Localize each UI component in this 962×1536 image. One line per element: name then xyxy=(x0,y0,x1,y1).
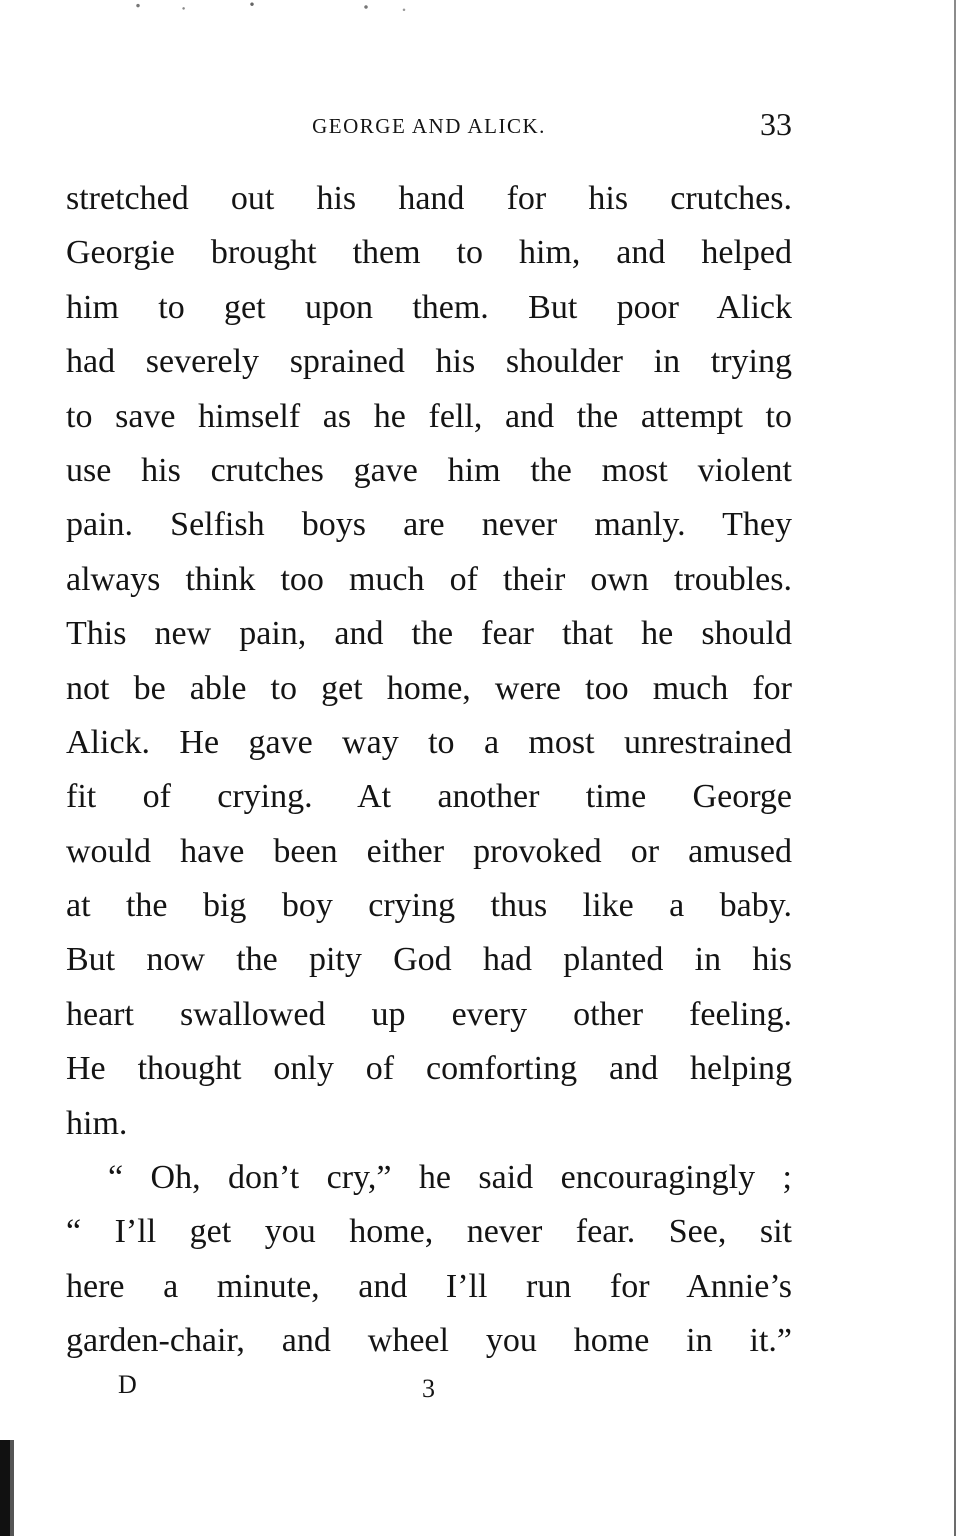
text-line: “ Oh, don’t cry,” he said encouragingly ; xyxy=(108,1159,792,1197)
signature-mark: D xyxy=(118,1370,137,1399)
text-line: him to get upon them. But poor Alick xyxy=(66,288,792,326)
text-line: him. xyxy=(66,1104,128,1142)
body-text xyxy=(66,172,792,1369)
text-line: always think too much of their own troubles. xyxy=(66,560,792,598)
text-line: heart swallowed up every other feeling. xyxy=(66,995,792,1033)
text-line: This new pain, and the fear that he should xyxy=(66,615,792,653)
text-line: He thought only of comforting and helping xyxy=(66,1050,792,1088)
text-line: fit of crying. At another time George xyxy=(66,778,792,816)
text-line: at the big boy crying thus like a baby. xyxy=(66,887,792,925)
text-line: garden-chair, and wheel you home in it.” xyxy=(66,1322,792,1360)
text-line: would have been either provoked or amused xyxy=(66,832,792,870)
text-line: Georgie brought them to him, and helped xyxy=(66,234,792,272)
page-footer xyxy=(66,1370,792,1410)
text-line: here a minute, and I’ll run for Annie’s xyxy=(66,1267,792,1305)
scan-edge-right xyxy=(954,0,956,1536)
text-line: use his crutches gave him the most violent xyxy=(66,451,792,489)
scan-specks xyxy=(100,0,480,14)
page-number: 33 xyxy=(760,106,792,142)
scan-edge-left xyxy=(0,1440,22,1536)
text-line: But now the pity God had planted in his xyxy=(66,941,792,979)
text-line: “ I’ll get you home, never fear. See, sit xyxy=(66,1213,792,1251)
text-line: pain. Selfish boys are never manly. They xyxy=(66,506,792,544)
text-line: to save himself as he fell, and the attempt to xyxy=(66,397,792,435)
signature-number: 3 xyxy=(422,1374,435,1403)
text-line: stretched out his hand for his crutches. xyxy=(66,180,792,217)
page-header xyxy=(66,104,792,148)
text-line: not be able to get home, were too much for xyxy=(66,669,792,707)
running-head: GEORGE AND ALICK. xyxy=(312,114,546,138)
text-line: had severely sprained his shoulder in trying xyxy=(66,343,792,381)
text-line: Alick. He gave way to a most unrestrained xyxy=(66,723,792,761)
